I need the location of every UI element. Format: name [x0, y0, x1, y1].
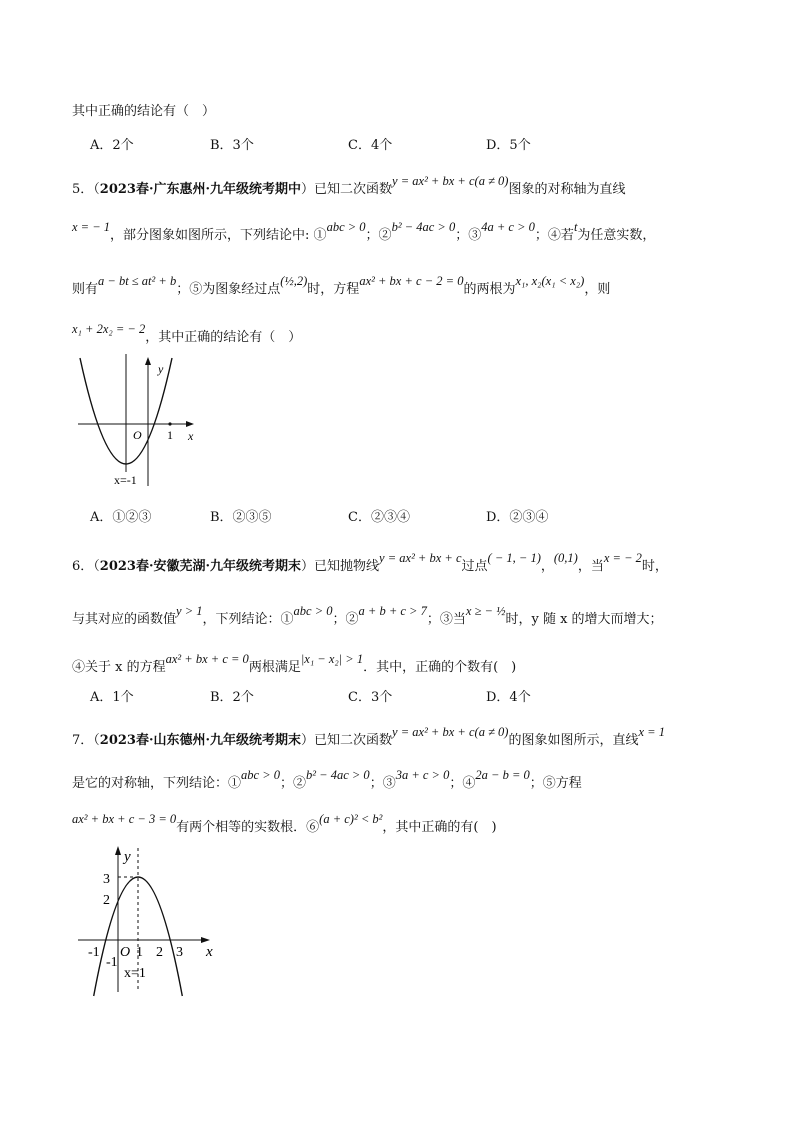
q7-origin-label: O: [120, 945, 131, 960]
q6-option-d[interactable]: D．4个: [486, 690, 531, 705]
q5-source: 2023春·广东惠州·九年级统考期中: [99, 182, 302, 197]
q6-line-1: 6．（2023春·安徽芜湖·九年级统考期末）已知抛物线y = ax² + bx + c过点( − 1, − 1)，(0,1)，当x = − 2时，: [72, 551, 668, 574]
q5-option-d[interactable]: D．②③④: [486, 510, 549, 525]
q4-stem: 其中正确的结论有（ ）: [72, 104, 216, 119]
q6-source: 2023春·安徽芜湖·九年级统考期末: [99, 559, 302, 574]
q7-tick-x-3: 3: [176, 945, 183, 960]
q6-option-b[interactable]: B．2个: [210, 690, 254, 705]
q7-parabola-graph: [72, 842, 222, 1000]
q5-option-a[interactable]: A．①②③: [90, 510, 152, 525]
q5-line-3: 则有a − bt ≤ at² + b；⑤为图象经过点(½,2)时，方程ax² + bx + c − 2 = 0的两根为x₁, x₂(x₁ < x₂)，则: [72, 274, 611, 297]
q7-tick-x-minus-1: -1: [88, 945, 100, 960]
q4-option-a[interactable]: A．2个: [90, 138, 134, 153]
q5-origin-label: O: [133, 428, 142, 442]
q4-option-b[interactable]: B．3个: [210, 138, 254, 153]
q5-line-1: 5．（2023春·广东惠州·九年级统考期中）已知二次函数y = ax² + bx + c(a ≠ 0)图象的对称轴为直线: [72, 174, 626, 197]
q7-x-label: x: [206, 944, 213, 960]
q7-tick-3: 3: [103, 872, 110, 887]
q7-line-3: ax² + bx + c − 3 = 0有两个相等的实数根．⑥(a + c)² < b²，其中正确的有( ): [72, 812, 497, 835]
q4-option-d[interactable]: D．5个: [486, 138, 531, 153]
q5-x-label: x: [188, 429, 194, 443]
q5-tick-1-label: 1: [167, 428, 173, 442]
q5-option-b[interactable]: B．②③⑤: [210, 510, 272, 525]
q7-tick-y-minus-1: -1: [106, 955, 118, 970]
q5-x-arrow: [186, 421, 194, 427]
q7-tick-2: 2: [103, 893, 110, 908]
q7-line-1: 7．（2023春·山东德州·九年级统考期末）已知二次函数y = ax² + bx + c(a ≠ 0)的图象如图所示，直线x = 1: [72, 725, 665, 748]
q5-y-label: y: [158, 362, 164, 376]
q5-axis-label: x=-1: [114, 473, 137, 487]
q5-line-2: x = − 1，部分图象如图所示，下列结论中: ①abc > 0；②b² − 4ac > 0；③4a + c > 0；④若t为任意实数，: [72, 220, 656, 243]
q7-x-arrow: [201, 937, 210, 943]
q5-parabola-graph: [72, 352, 202, 490]
q7-tick-x-2: 2: [156, 945, 163, 960]
q6-line-3: ④关于 x 的方程ax² + bx + c = 0两根满足|x₁ − x₂| > 1．其中，正确的个数有( ): [72, 652, 517, 675]
q7-axis-label: x=1: [124, 966, 146, 981]
q6-line-2: 与其对应的函数值y > 1，下列结论：①abc > 0；②a + b + c > 7；③当x ≥ − ½时，y 随 x 的增大而增大；: [72, 604, 663, 627]
q6-option-a[interactable]: A．1个: [90, 690, 134, 705]
q6-option-c[interactable]: C．3个: [348, 690, 393, 705]
q5-line-4: x₁ + 2x₂ = − 2，其中正确的结论有（ ）: [72, 322, 302, 345]
q4-option-c[interactable]: C．4个: [348, 138, 393, 153]
q7-y-arrow: [115, 846, 121, 855]
q7-tick-x-1: 1: [136, 945, 143, 960]
q5-tick-1-dot: [168, 422, 171, 425]
q5-function: y = ax² + bx + c(a ≠ 0): [392, 174, 509, 188]
q5-option-c[interactable]: C．②③④: [348, 510, 410, 525]
q7-source: 2023春·山东德州·九年级统考期末: [99, 733, 302, 748]
q5-y-arrow: [145, 357, 151, 365]
q7-y-label: y: [124, 849, 131, 865]
q7-line-2: 是它的对称轴，下列结论：①abc > 0；②b² − 4ac > 0；③3a + c > 0；④2a − b = 0；⑤方程: [72, 768, 582, 791]
